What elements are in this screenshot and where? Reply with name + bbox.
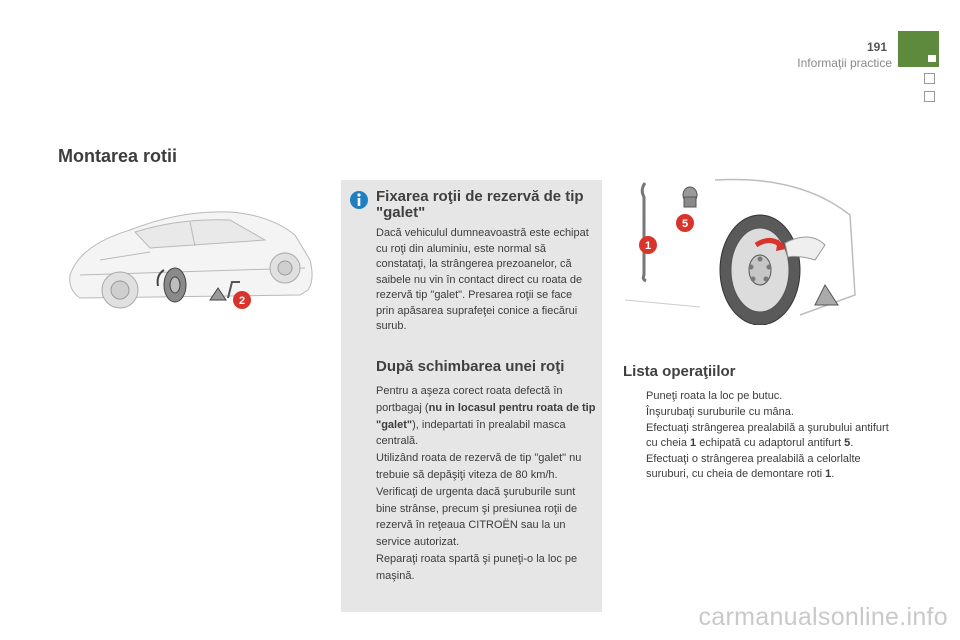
info-title: Fixarea roţii de rezervă de tip "galet"	[376, 188, 584, 221]
wheel-illustration	[620, 175, 860, 325]
callout-label-5: 5	[681, 218, 689, 230]
info-panel	[341, 180, 602, 612]
chapter-tab-active	[898, 31, 939, 67]
after-paragraph: Utilizând roata de rezervă de tip "galet" nu trebuie să depăşiţi viteza de 80 km/h.	[376, 452, 582, 481]
page-title: Montarea rotii	[58, 146, 178, 166]
list-item: Efectuaţi o strângerea prealabilă a celorlalte suruburi, cu cheia de demontare roti 1.	[646, 453, 861, 480]
list-item: Efectuaţi strângerea prealabilă a şurubului antifurt cu cheia 1 echipată cu adaptorul antifurt 5.	[646, 422, 889, 449]
operations-title: Lista operaţiilor	[623, 363, 736, 380]
operations-list	[625, 389, 895, 483]
info-body: Dacă vehiculul dumneavoastră este echipat cu roţi din aluminiu, este normal să constataţi, la strângerea prezoanelor, că saibele nu vin în contact direct cu roata de rezervă tip "galet". Presarea roţii se face prin apăsarea suprafeţei conice a fiecărui surub.	[376, 227, 589, 332]
after-paragraph: Reparaţi roata spartă şi puneţi-o la loc pe maşină.	[376, 552, 578, 582]
page-number: 191	[866, 40, 887, 54]
list-item: Puneţi roata la loc pe butuc.	[646, 390, 783, 402]
list-item: Înşurubaţi suruburile cu mâna.	[646, 406, 794, 418]
chapter-tab-box	[924, 73, 935, 84]
watermark: carmanualsonline.info	[698, 603, 948, 631]
after-paragraph: Pentru a aşeza corect roata defectă în portbagaj (nu in locasul pentru roata de tip "galet"), indepartati în prealabil masca centrală.	[376, 385, 596, 448]
info-icon	[349, 190, 369, 210]
callout-label-1: 1	[644, 240, 652, 252]
chapter-tab-marker	[928, 55, 936, 62]
after-change-body	[376, 383, 596, 585]
chapter-tab-box	[924, 91, 935, 102]
after-paragraph: Verificaţi de urgenta dacă şuruburile sunt bine strânse, precum şi presiunea roţii de rezervă în reţeaua CITROËN sau la un service autorizat.	[376, 485, 578, 549]
car-illustration	[60, 190, 325, 330]
callout-label-2: 2	[238, 295, 246, 307]
section-header: Informaţii practice	[797, 56, 892, 70]
after-change-title: După schimbarea unei roţi	[376, 358, 565, 375]
